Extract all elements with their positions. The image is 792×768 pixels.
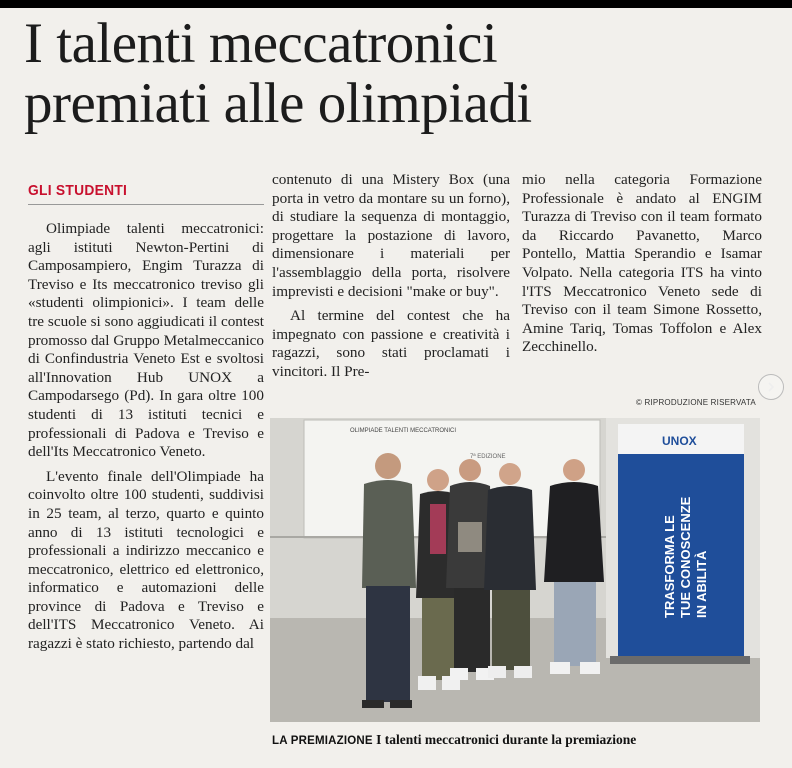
headline [24, 14, 764, 134]
top-bar [0, 0, 792, 8]
screen-subtitle: 7ª EDIZIONE [470, 454, 506, 460]
paragraph: L'evento finale dell'Olimpiade ha coinvolto oltre 100 studenti, suddivisi in 25 team, al terzo, quarto e quinto anno di 13 istituti tecnologici e professionali a indirizzo meccanico e meccatronico, elettrico ed elettronico, informatico e automazioni delle province di Padova e Treviso e dell'ITS Meccatronico Veneto. Ai ragazzi è stato richiesto, partendo dal [28, 467, 264, 653]
section-label: GLI STUDENTI [28, 182, 128, 199]
banner-line-2: TUE CONOSCENZE [678, 496, 693, 618]
chevron-right-icon [766, 382, 776, 392]
screen-title: OLIMPIADE TALENTI MECCATRONICI [350, 428, 457, 434]
paragraph: contenuto di una Mistery Box (una porta in vetro da montare su un forno), di studiare la sequenza di montaggio, progettare la postazione di lavoro, dimensionare i materiali per l'assemblaggio della porta, risolvere imprevisti e decisioni "make or buy". [272, 171, 510, 300]
paragraph: mio nella categoria Formazione Professionale è andato al ENGIM Turazza di Treviso con il team formato da Riccardo Pavanetto, Marco Pontello, Mattia Sperandio e Isamar Volpato. Nella categoria ITS ha vinto l'ITS Meccatronico Veneto sede di Treviso con il team Simone Rossetto, Amine Tariq, Tomas Toffolon e Alex Zecchinello. [522, 171, 762, 356]
copyright-note: © RIPRODUZIONE RISERVATA [636, 398, 756, 407]
award-photo-illustration [270, 418, 760, 722]
next-story-button[interactable] [758, 374, 784, 400]
banner-brand: UNOX [662, 434, 697, 448]
headline-line-2: premiati alle olimpiadi [24, 72, 532, 135]
caption-lead: LA PREMIAZIONE [272, 735, 373, 747]
column-1 [28, 220, 264, 654]
section-rule [28, 204, 264, 205]
column-2 [272, 171, 510, 382]
paragraph: Al termine del contest che ha impegnato con passione e creatività i ragazzi, sono stati proclamati i vincitori. Il Pre- [272, 307, 510, 380]
column-3 [522, 171, 762, 357]
photo-caption [272, 732, 742, 748]
caption-text: I talenti meccatronici durante la premiazione [376, 732, 637, 747]
headline-line-1: I talenti meccatronici [24, 12, 498, 75]
banner-line-3: IN ABILITÀ [694, 550, 709, 618]
banner-line-1: TRASFORMA LE [662, 515, 677, 618]
award-photo [270, 418, 760, 722]
paragraph: Olimpiade talenti meccatronici: agli istituti Newton-Pertini di Camposampiero, Engim Turazza di Treviso e Its meccatronico treviso gli «studenti olimpionici». I team delle tre scuole si sono aggiudicati il contest promosso dal Gruppo Metalmeccanico di Confindustria Veneto Est e svoltosi all'Innovation Hub UNOX a Campodarsego (Pd). In gara oltre 100 studenti di 13 istituti tecnici e professionali di Padova e Treviso e dell'Its Meccatronico Veneto. [28, 220, 264, 461]
person-1 [362, 453, 416, 708]
unox-banner [610, 424, 750, 664]
